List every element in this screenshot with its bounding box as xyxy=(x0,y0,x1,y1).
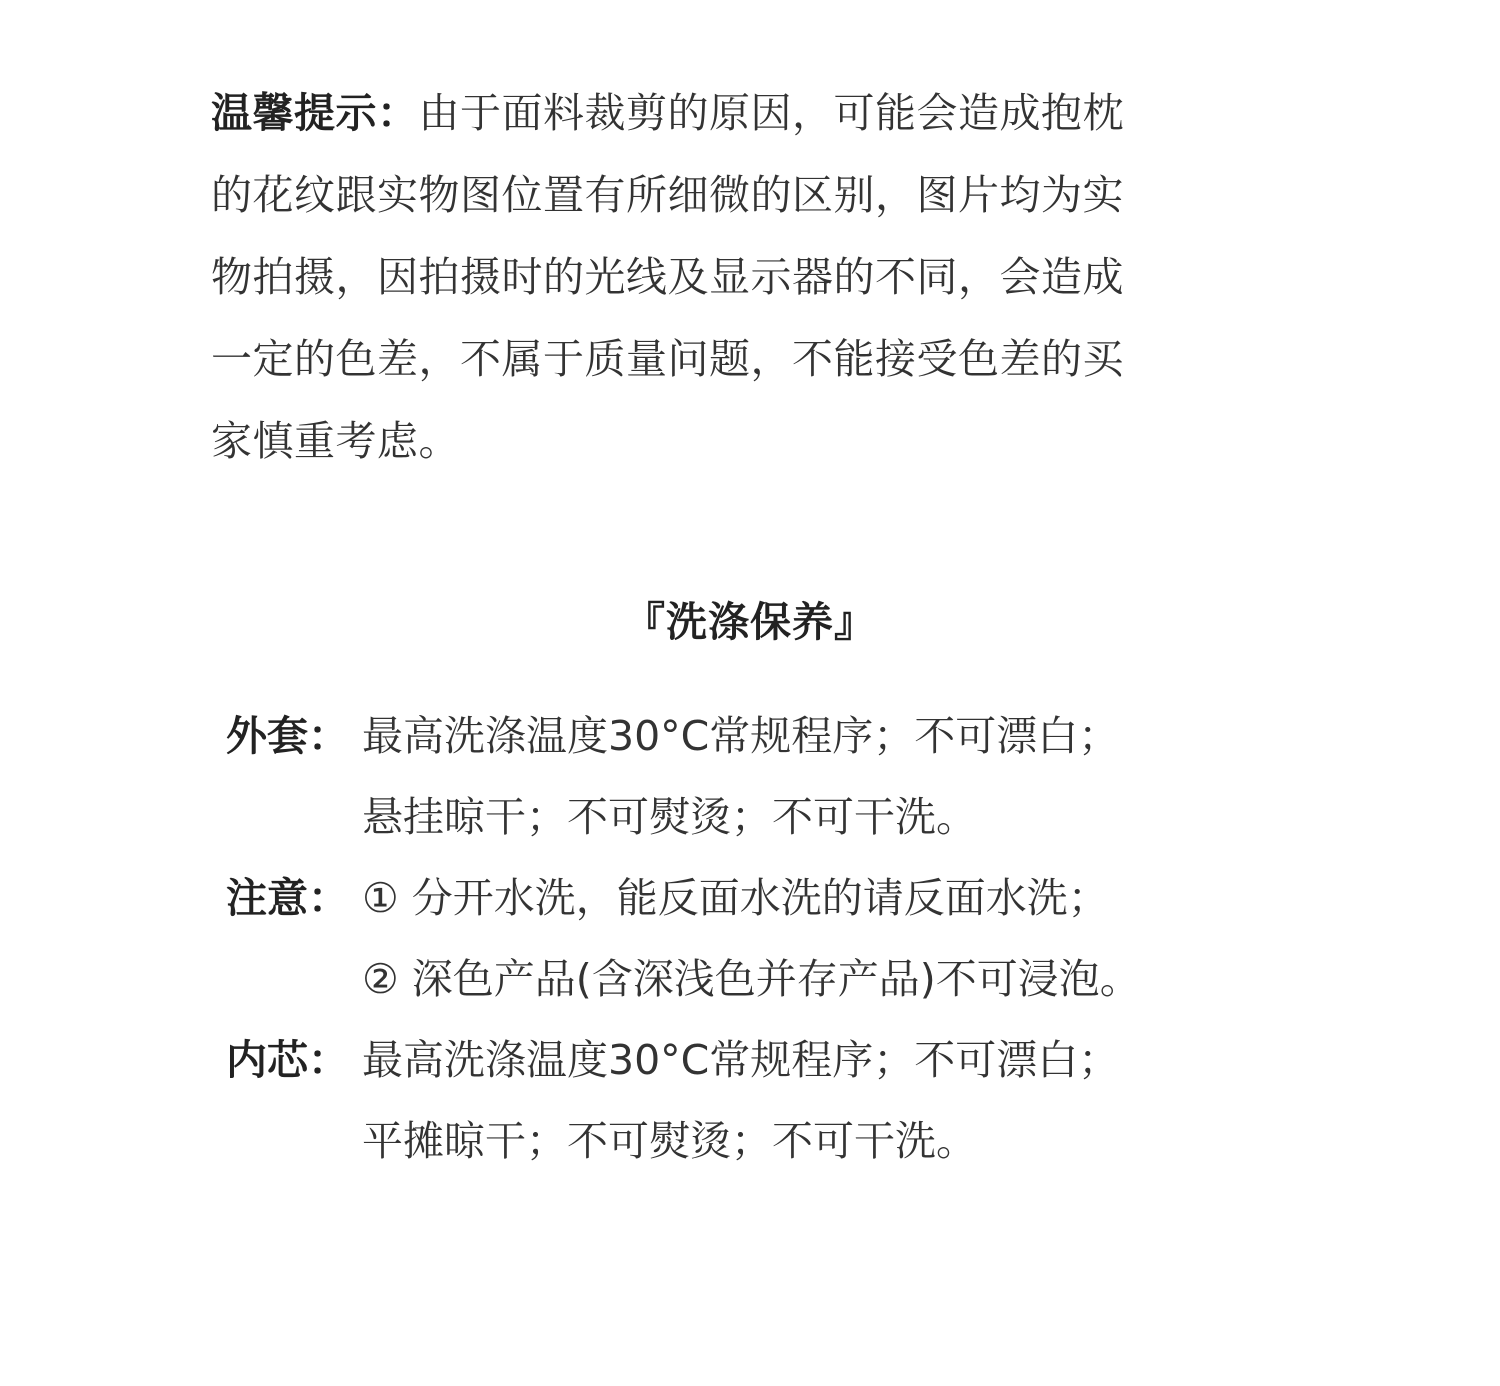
notice-block xyxy=(211,72,1221,482)
care-title: 『洗涤保养』 xyxy=(624,598,876,646)
note-line-1: ① 分开水洗，能反面水洗的请反面水洗； xyxy=(362,874,1109,922)
care-row-insert-2 xyxy=(226,1101,1276,1182)
spacer xyxy=(226,939,362,1020)
coat-line-2: 悬挂晾干；不可熨烫；不可干洗。 xyxy=(362,793,977,841)
care-row-note-1 xyxy=(226,858,1276,939)
care-row-coat-1 xyxy=(226,696,1276,777)
notice-line-1 xyxy=(211,72,1221,154)
spacer xyxy=(226,1101,362,1182)
notice-line-3: 物拍摄，因拍摄时的光线及显示器的不同，会造成 xyxy=(211,253,1124,301)
spacer xyxy=(226,777,362,858)
care-row-note-2 xyxy=(226,939,1276,1020)
insert-line-1: 最高洗涤温度30°C常规程序；不可漂白； xyxy=(362,1036,1120,1084)
care-row-coat-2 xyxy=(226,777,1276,858)
insert-line-2: 平摊晾干；不可熨烫；不可干洗。 xyxy=(362,1117,977,1165)
notice-text-1: 由于面料裁剪的原因，可能会造成抱枕 xyxy=(418,89,1124,137)
notice-line-4: 一定的色差，不属于质量问题，不能接受色差的买 xyxy=(211,335,1124,383)
care-row-insert-1 xyxy=(226,1020,1276,1101)
notice-line-2: 的花纹跟实物图位置有所细微的区别，图片均为实 xyxy=(211,171,1124,219)
coat-label: 外套： xyxy=(226,712,349,760)
notice-label: 温馨提示： xyxy=(211,89,419,137)
coat-line-1: 最高洗涤温度30°C常规程序；不可漂白； xyxy=(362,712,1120,760)
notice-line-5: 家慎重考虑。 xyxy=(211,417,460,465)
insert-label: 内芯： xyxy=(226,1036,349,1084)
care-instructions xyxy=(226,696,1276,1182)
note-line-2: ② 深色产品(含深浅色并存产品)不可浸泡。 xyxy=(362,955,1141,1003)
note-label: 注意： xyxy=(226,874,349,922)
